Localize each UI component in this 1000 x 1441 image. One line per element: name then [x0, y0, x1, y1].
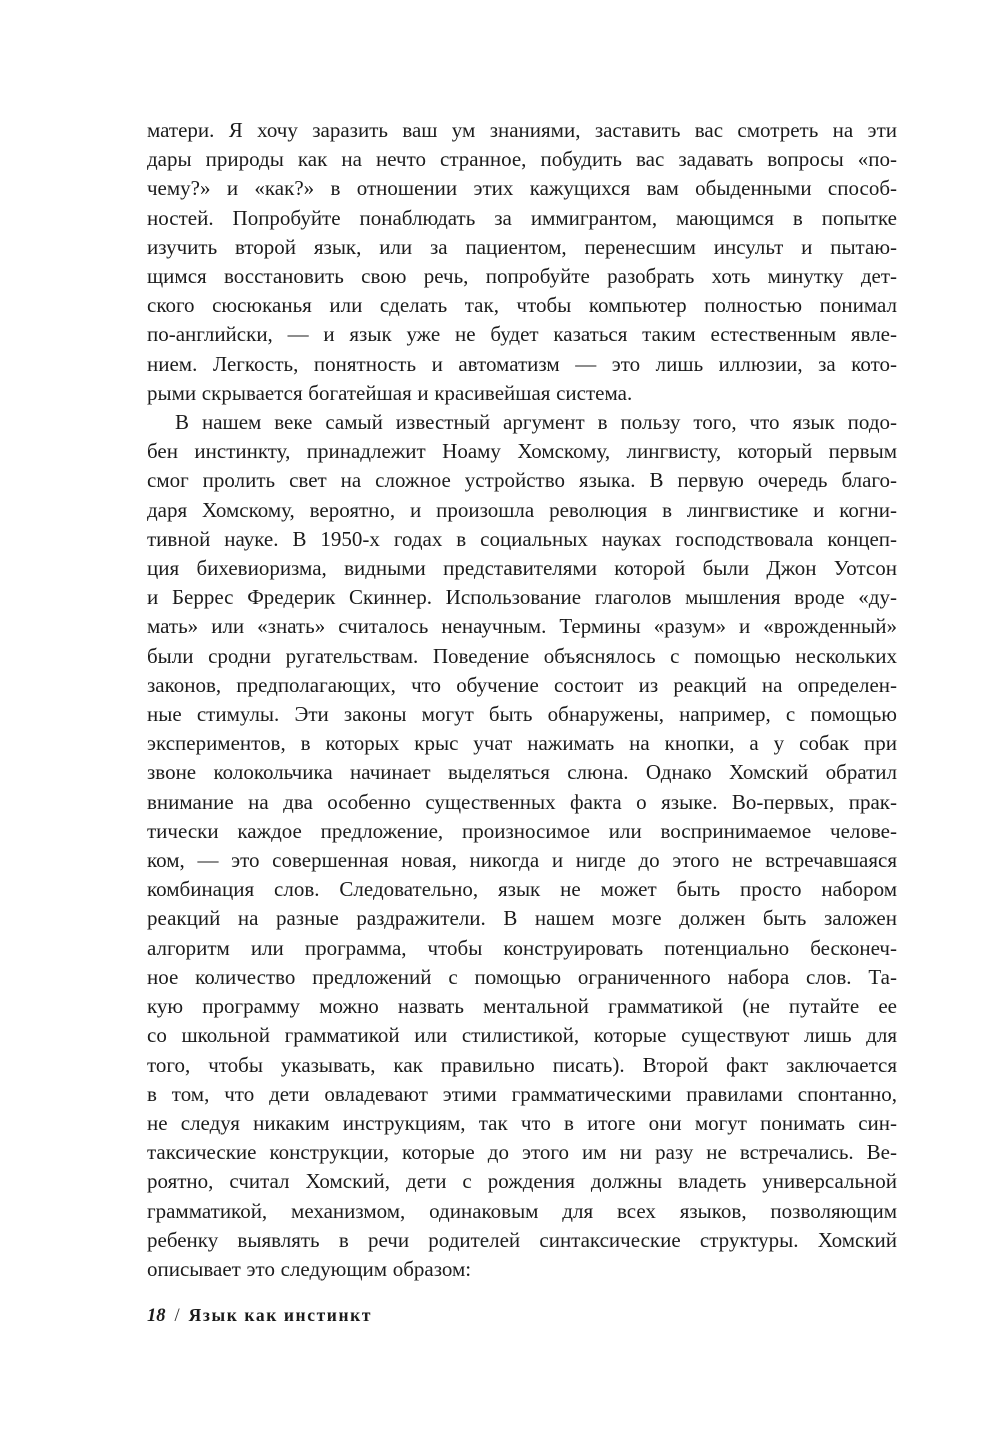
page-number: 18 [147, 1306, 166, 1326]
text-line: ные стимулы. Эти законы могут быть обнаружены, например, с помощью [147, 702, 897, 727]
text-block [147, 116, 897, 1284]
text-line: со школьной грамматикой или стилистикой, которые существуют лишь для [147, 1023, 897, 1048]
footer-separator: / [174, 1306, 180, 1326]
text-line: того, чтобы указывать, как правильно писать). Второй факт заключается [147, 1052, 897, 1077]
text-line: дары природы как на нечто странное, побудить вас задавать вопросы «по- [147, 147, 897, 172]
text-line: и Беррес Фредерик Скиннер. Использование глаголов мышления вроде «ду- [147, 585, 897, 610]
text-line: матери. Я хочу заразить ваш ум знаниями, заставить вас смотреть на эти [147, 118, 897, 142]
text-line: ком, — это совершенная новая, никогда и нигде до этого не встречавшаяся [147, 848, 897, 873]
text-line: описывает это следующим образом: [147, 1256, 472, 1281]
text-line: чему?» и «как?» в отношении этих кажущихся вам обыденными способ- [147, 176, 897, 201]
text-line: были сродни ругательствам. Поведение объяснялось с помощью нескольких [147, 643, 897, 668]
text-line: мать» или «знать» считалось ненаучным. Термины «разум» и «врожденный» [147, 614, 897, 639]
text-line: законов, предполагающих, что обучение состоит из реакций на определен- [147, 672, 897, 697]
text-line: ностей. Попробуйте понаблюдать за иммигрантом, мающимся в попытке [147, 205, 897, 230]
text-line: алгоритм или программа, чтобы конструировать потенциально бесконеч- [147, 935, 897, 960]
text-line: не следуя никаким инструкциям, так что в итоге они могут понимать син- [147, 1110, 897, 1135]
text-line: нием. Легкость, понятность и автоматизм — это лишь иллюзии, за кото- [147, 351, 897, 376]
text-line: ция бихевиоризма, видными представителями которой были Джон Уотсон [147, 556, 897, 581]
text-line: звоне колокольчика начинает выделяться слюна. Однако Хомский обратил [147, 760, 897, 785]
text-line: бен инстинкту, принадлежит Ноаму Хомскому, лингвисту, который первым [147, 439, 897, 464]
text-line: таксические конструкции, которые до этого им ни разу не встречались. Ве- [147, 1140, 897, 1165]
text-line: В нашем веке самый известный аргумент в пользу того, что язык подо- [175, 410, 897, 435]
text-line: тивной науке. В 1950-х годах в социальных науках господствовала концеп- [147, 526, 897, 551]
text-line: ского сюсюканья или сделать так, чтобы компьютер полностью понимал [147, 293, 897, 318]
text-line: смог пролить свет на сложное устройство языка. В первую очередь благо- [147, 468, 897, 493]
text-line: ное количество предложений с помощью ограниченного набора слов. Та- [147, 964, 897, 989]
text-line: кую программу можно назвать ментальной грамматикой (не путайте ее [147, 994, 897, 1019]
page-footer [147, 1303, 897, 1328]
text-line: ребенку выявлять в речи родителей синтаксические структуры. Хомский [147, 1227, 897, 1252]
text-line: по-английски, — и язык уже не будет казаться таким естественным явле- [147, 322, 897, 347]
text-line: реакций на разные раздражители. В нашем мозге должен быть заложен [147, 906, 897, 931]
text-line: внимание на два особенно существенных факта о языке. Во-первых, прак- [147, 789, 897, 814]
text-line: экспериментов, в которых крыс учат нажимать на кнопки, а у собак при [147, 731, 897, 756]
text-line: комбинация слов. Следовательно, язык не может быть просто набором [147, 877, 897, 902]
text-line: рыми скрывается богатейшая и красивейшая система. [147, 380, 633, 405]
text-line: тически каждое предложение, произносимое или воспринимаемое челове- [147, 818, 897, 843]
text-line: в том, что дети овладевают этими грамматическими правилами спонтанно, [147, 1081, 897, 1106]
text-line: роятно, считал Хомский, дети с рождения должны владеть универсальной [147, 1169, 897, 1194]
text-line: грамматикой, механизмом, одинаковым для всех языков, позволяющим [147, 1198, 897, 1223]
text-line: щимся восстановить свою речь, попробуйте разобрать хоть минутку дет- [147, 264, 897, 289]
text-line: изучить второй язык, или за пациентом, перенесшим инсульт и пытаю- [147, 234, 897, 259]
text-line: даря Хомскому, вероятно, и произошла революция в лингвистике и когни- [147, 497, 897, 522]
running-title: Язык как инстинкт [188, 1305, 373, 1325]
